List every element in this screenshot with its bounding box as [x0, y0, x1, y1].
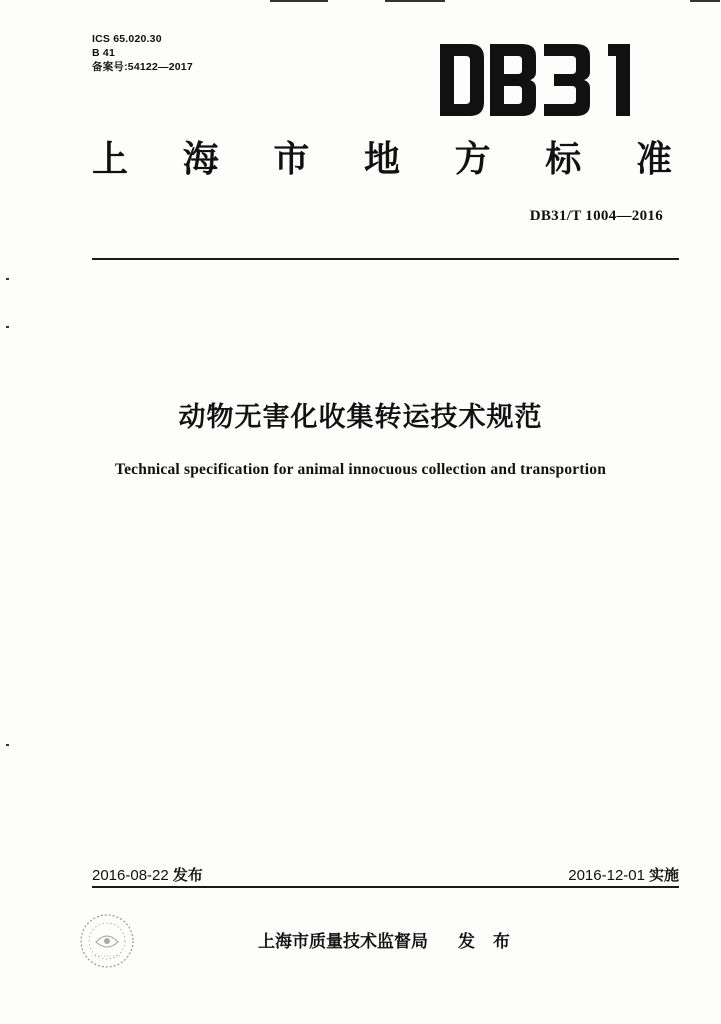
- implementation-date-value: 2016-12-01: [568, 867, 645, 884]
- standard-title-char: 方: [454, 139, 491, 180]
- footer-divider: [92, 886, 679, 888]
- implementation-label: 实施: [648, 867, 679, 884]
- margin-mark: [6, 326, 9, 328]
- implementation-date: [568, 864, 679, 885]
- standard-number: DB31/T 1004—2016: [529, 208, 663, 224]
- margin-mark: [6, 278, 9, 280]
- document-metadata: [92, 32, 193, 74]
- filing-number: 备案号:54122—2017: [92, 61, 193, 73]
- release-date-value: 2016-08-22: [92, 867, 169, 884]
- standard-type-title: [92, 138, 672, 182]
- standard-title-char: 标: [545, 139, 582, 180]
- title-chinese: 动物无害化收集转运技术规范: [178, 402, 543, 433]
- issuer-action: 发 布: [458, 932, 516, 952]
- standard-title-char: 准: [635, 139, 672, 180]
- db31-logo: [440, 40, 640, 120]
- ics-code: ICS 65.020.30: [92, 33, 162, 45]
- scan-edge-mark: [270, 0, 328, 2]
- title-english: Technical specification for animal innocuous collection and transportion: [114, 461, 607, 478]
- issuing-authority: [258, 927, 516, 952]
- standard-title-char: 地: [363, 139, 400, 180]
- header-divider: [92, 258, 679, 260]
- official-seal-icon: [78, 912, 136, 970]
- standard-title-char: 上: [92, 139, 129, 180]
- scan-edge-mark: [385, 0, 445, 2]
- release-label: 发布: [172, 867, 203, 884]
- issuer-name: 上海市质量技术监督局: [258, 932, 428, 952]
- release-date: [92, 864, 203, 885]
- scan-edge-mark: [690, 0, 720, 2]
- classification-code: B 41: [92, 47, 115, 59]
- standard-title-char: 海: [182, 139, 219, 180]
- standard-title-char: 市: [273, 139, 310, 180]
- margin-mark: [6, 744, 9, 746]
